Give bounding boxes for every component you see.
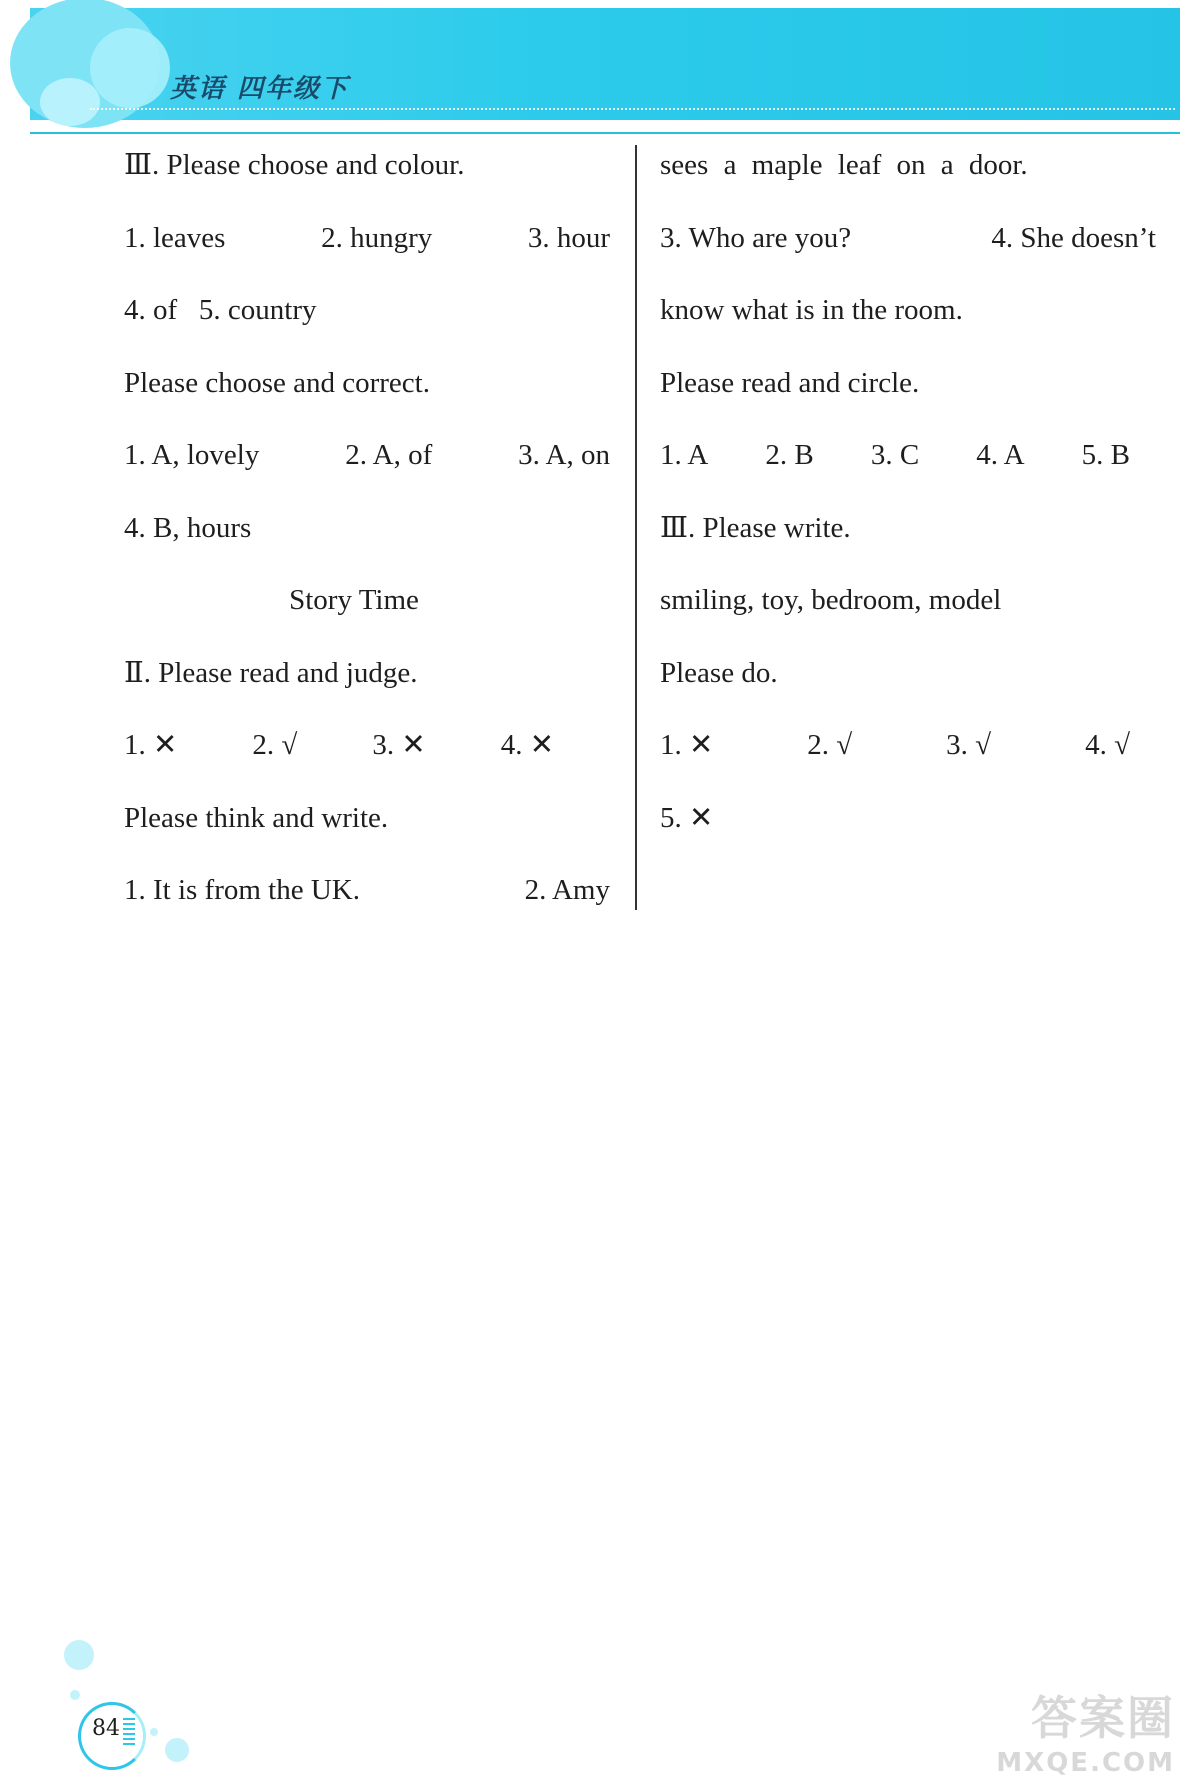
section-heading: Please do. [660, 656, 778, 689]
answer-item: 1. ✕ [124, 729, 178, 761]
answer-row: know what is in the room. [660, 294, 963, 326]
page-header [30, 8, 1180, 120]
footer-bubble-decoration [150, 1728, 158, 1736]
header-dotted-line [90, 108, 1175, 110]
right-answer-column [660, 145, 1160, 870]
answer-item: 2. Amy [524, 874, 610, 906]
footer-bubble-decoration [64, 1640, 94, 1670]
answer-item: 2. A, of [345, 439, 433, 471]
header-title: 英语 四年级下 [170, 74, 350, 104]
watermark-url: MXQE.COM [996, 1748, 1175, 1778]
answer-item: 3. ✕ [372, 729, 426, 761]
section-heading: Please choose and correct. [124, 366, 430, 399]
watermark-logo-text: 答案圈 [1031, 1691, 1175, 1745]
header-rule [30, 132, 1180, 134]
section-heading: Ⅲ. Please write. [660, 511, 851, 544]
section-heading: Please think and write. [124, 801, 389, 834]
page-number: 84 [92, 1716, 120, 1741]
answer-row [660, 725, 1160, 798]
answer-item: 3. Who are you? [660, 221, 852, 254]
answer-item: 1. A [660, 439, 709, 471]
section-heading: Ⅲ. Please choose and colour. [124, 149, 465, 181]
page-number-ticks [123, 1718, 135, 1746]
answer-item: 2. √ [252, 729, 298, 761]
answer-item: 1. A, lovely [124, 439, 260, 471]
answer-item: 3. hour [527, 221, 610, 254]
watermark [996, 1682, 1175, 1778]
answer-item: 3. A, on [518, 439, 610, 471]
answer-row [660, 435, 1160, 508]
answer-row: 5. ✕ [660, 801, 714, 834]
left-answer-column [124, 145, 614, 943]
answer-row [124, 725, 614, 798]
answer-row [124, 870, 614, 943]
answer-row [124, 435, 614, 508]
answer-item: 1. It is from the UK. [124, 874, 360, 906]
footer-bubble-decoration [70, 1690, 80, 1700]
answer-row [660, 218, 1160, 291]
answer-item: 4. √ [1085, 729, 1130, 761]
section-title: Story Time [289, 584, 419, 616]
answer-row: smiling, toy, bedroom, model [660, 584, 1002, 616]
answer-item: 2. B [765, 439, 814, 471]
answer-row: sees a maple leaf on a door. [660, 149, 1028, 181]
answer-row [124, 218, 614, 291]
answer-item: 5. B [1081, 439, 1130, 471]
answer-item: 1. leaves [124, 221, 226, 254]
answer-item: 2. hungry [321, 221, 433, 254]
header-bubble-decoration [40, 78, 100, 126]
answer-row: 4. B, hours [124, 511, 252, 544]
answer-row: 4. of 5. country [124, 294, 317, 326]
answer-item: 4. She doesn’t [991, 221, 1156, 254]
section-heading: Ⅱ. Please read and judge. [124, 656, 418, 689]
footer-bubble-decoration [165, 1738, 189, 1762]
answer-item: 3. C [870, 439, 920, 471]
answer-item: 3. √ [946, 729, 992, 761]
section-heading: Please read and circle. [660, 366, 920, 399]
answer-item: 1. ✕ [660, 729, 714, 761]
column-divider [635, 145, 637, 910]
answer-item: 4. A [976, 439, 1025, 471]
answer-item: 4. ✕ [500, 729, 554, 761]
answer-item: 2. √ [807, 729, 853, 761]
header-bubble-decoration [90, 28, 170, 108]
